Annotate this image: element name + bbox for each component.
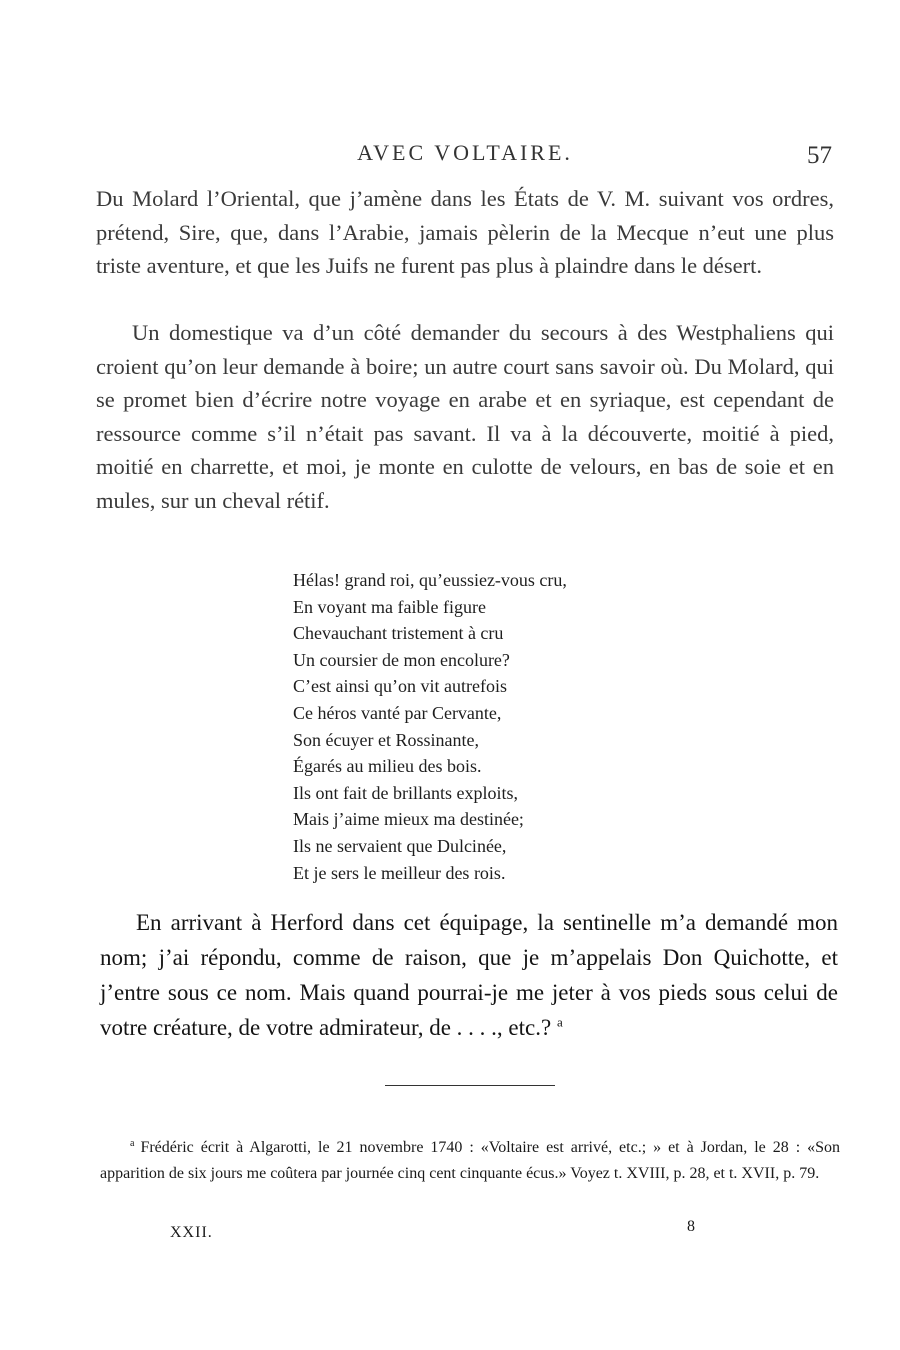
verse-line: Et je sers le meilleur des rois. bbox=[293, 862, 506, 883]
page-number: 57 bbox=[807, 142, 832, 169]
footnote-divider bbox=[385, 1085, 555, 1086]
verse-line: Un coursier de mon encolure? bbox=[293, 649, 510, 670]
verse-line: Hélas! grand roi, qu’eussiez-vous cru, bbox=[293, 570, 567, 590]
verse-line: C’est ainsi qu’on vit autrefois bbox=[293, 676, 507, 697]
paragraph-2: Un domestique va d’un côté demander du secours à des Westphaliens qui croient qu’on leur demande à boire; un autre court sans savoir où. Du Molard, qui se promet bien d’écrire notre voyage en arabe et en syriaque, est cependant de ressource comme s’il n’était pas savant. Il va à la découverte, moitié à pied, moitié en charrette, et moi, je monte en culotte de velours, en bas de soie et en mules, sur un cheval rétif. bbox=[96, 320, 834, 513]
footnote bbox=[100, 1135, 840, 1187]
verse-line: Ce héros vanté par Cervante, bbox=[293, 702, 502, 723]
verse-line: En voyant ma faible figure bbox=[293, 596, 486, 617]
running-head bbox=[98, 140, 832, 172]
footnote-text: Frédéric écrit à Algarotti, le 21 novembre 1740 : «Voltaire est arrivé, etc.; » et à Jordan, le 28 : «Son apparition de six jours me coûtera par journée cinq cent cinquante écus.» Voyez t. XVIII, p. 28, et t. XVII, p. 79. bbox=[100, 1139, 840, 1182]
printer-signature: XXII. bbox=[170, 1224, 213, 1241]
footnote-mark: a bbox=[130, 1137, 135, 1149]
verse-line: Chevauchant tristement à cru bbox=[293, 623, 504, 644]
verse-line: Ils ont fait de brillants exploits, bbox=[293, 782, 518, 803]
footnote-reference[interactable]: a bbox=[556, 1014, 563, 1030]
closing-paragraph-text: En arrivant à Herford dans cet équipage, la sentinelle m’a demandé mon nom; j’ai répondu, comme de raison, que je m’appelais Don Quichotte, et j’entre sous ce nom. Mais quand pourrai-je me jeter à vos pieds sous celui de votre créature, de votre admirateur, de . . . ., etc.? bbox=[100, 910, 838, 1040]
verse-line: Égarés au milieu des bois. bbox=[293, 756, 482, 777]
sheet-number: 8 bbox=[687, 1218, 695, 1235]
verse-block bbox=[293, 567, 567, 886]
closing-paragraph bbox=[100, 905, 838, 1045]
paragraph-1: Du Molard l’Oriental, que j’amène dans les États de V. M. suivant vos ordres, prétend, Sire, que, dans l’Arabie, jamais pèlerin de la Mecque n’eut une plus triste aventure, et que les Juifs ne furent pas plus à plaindre dans le désert. bbox=[96, 186, 834, 278]
running-title: AVEC VOLTAIRE. bbox=[357, 140, 573, 165]
verse-line: Son écuyer et Rossinante, bbox=[293, 729, 479, 750]
verse-line: Ils ne servaient que Dulcinée, bbox=[293, 835, 507, 856]
verse-line: Mais j’aime mieux ma destinée; bbox=[293, 809, 524, 830]
